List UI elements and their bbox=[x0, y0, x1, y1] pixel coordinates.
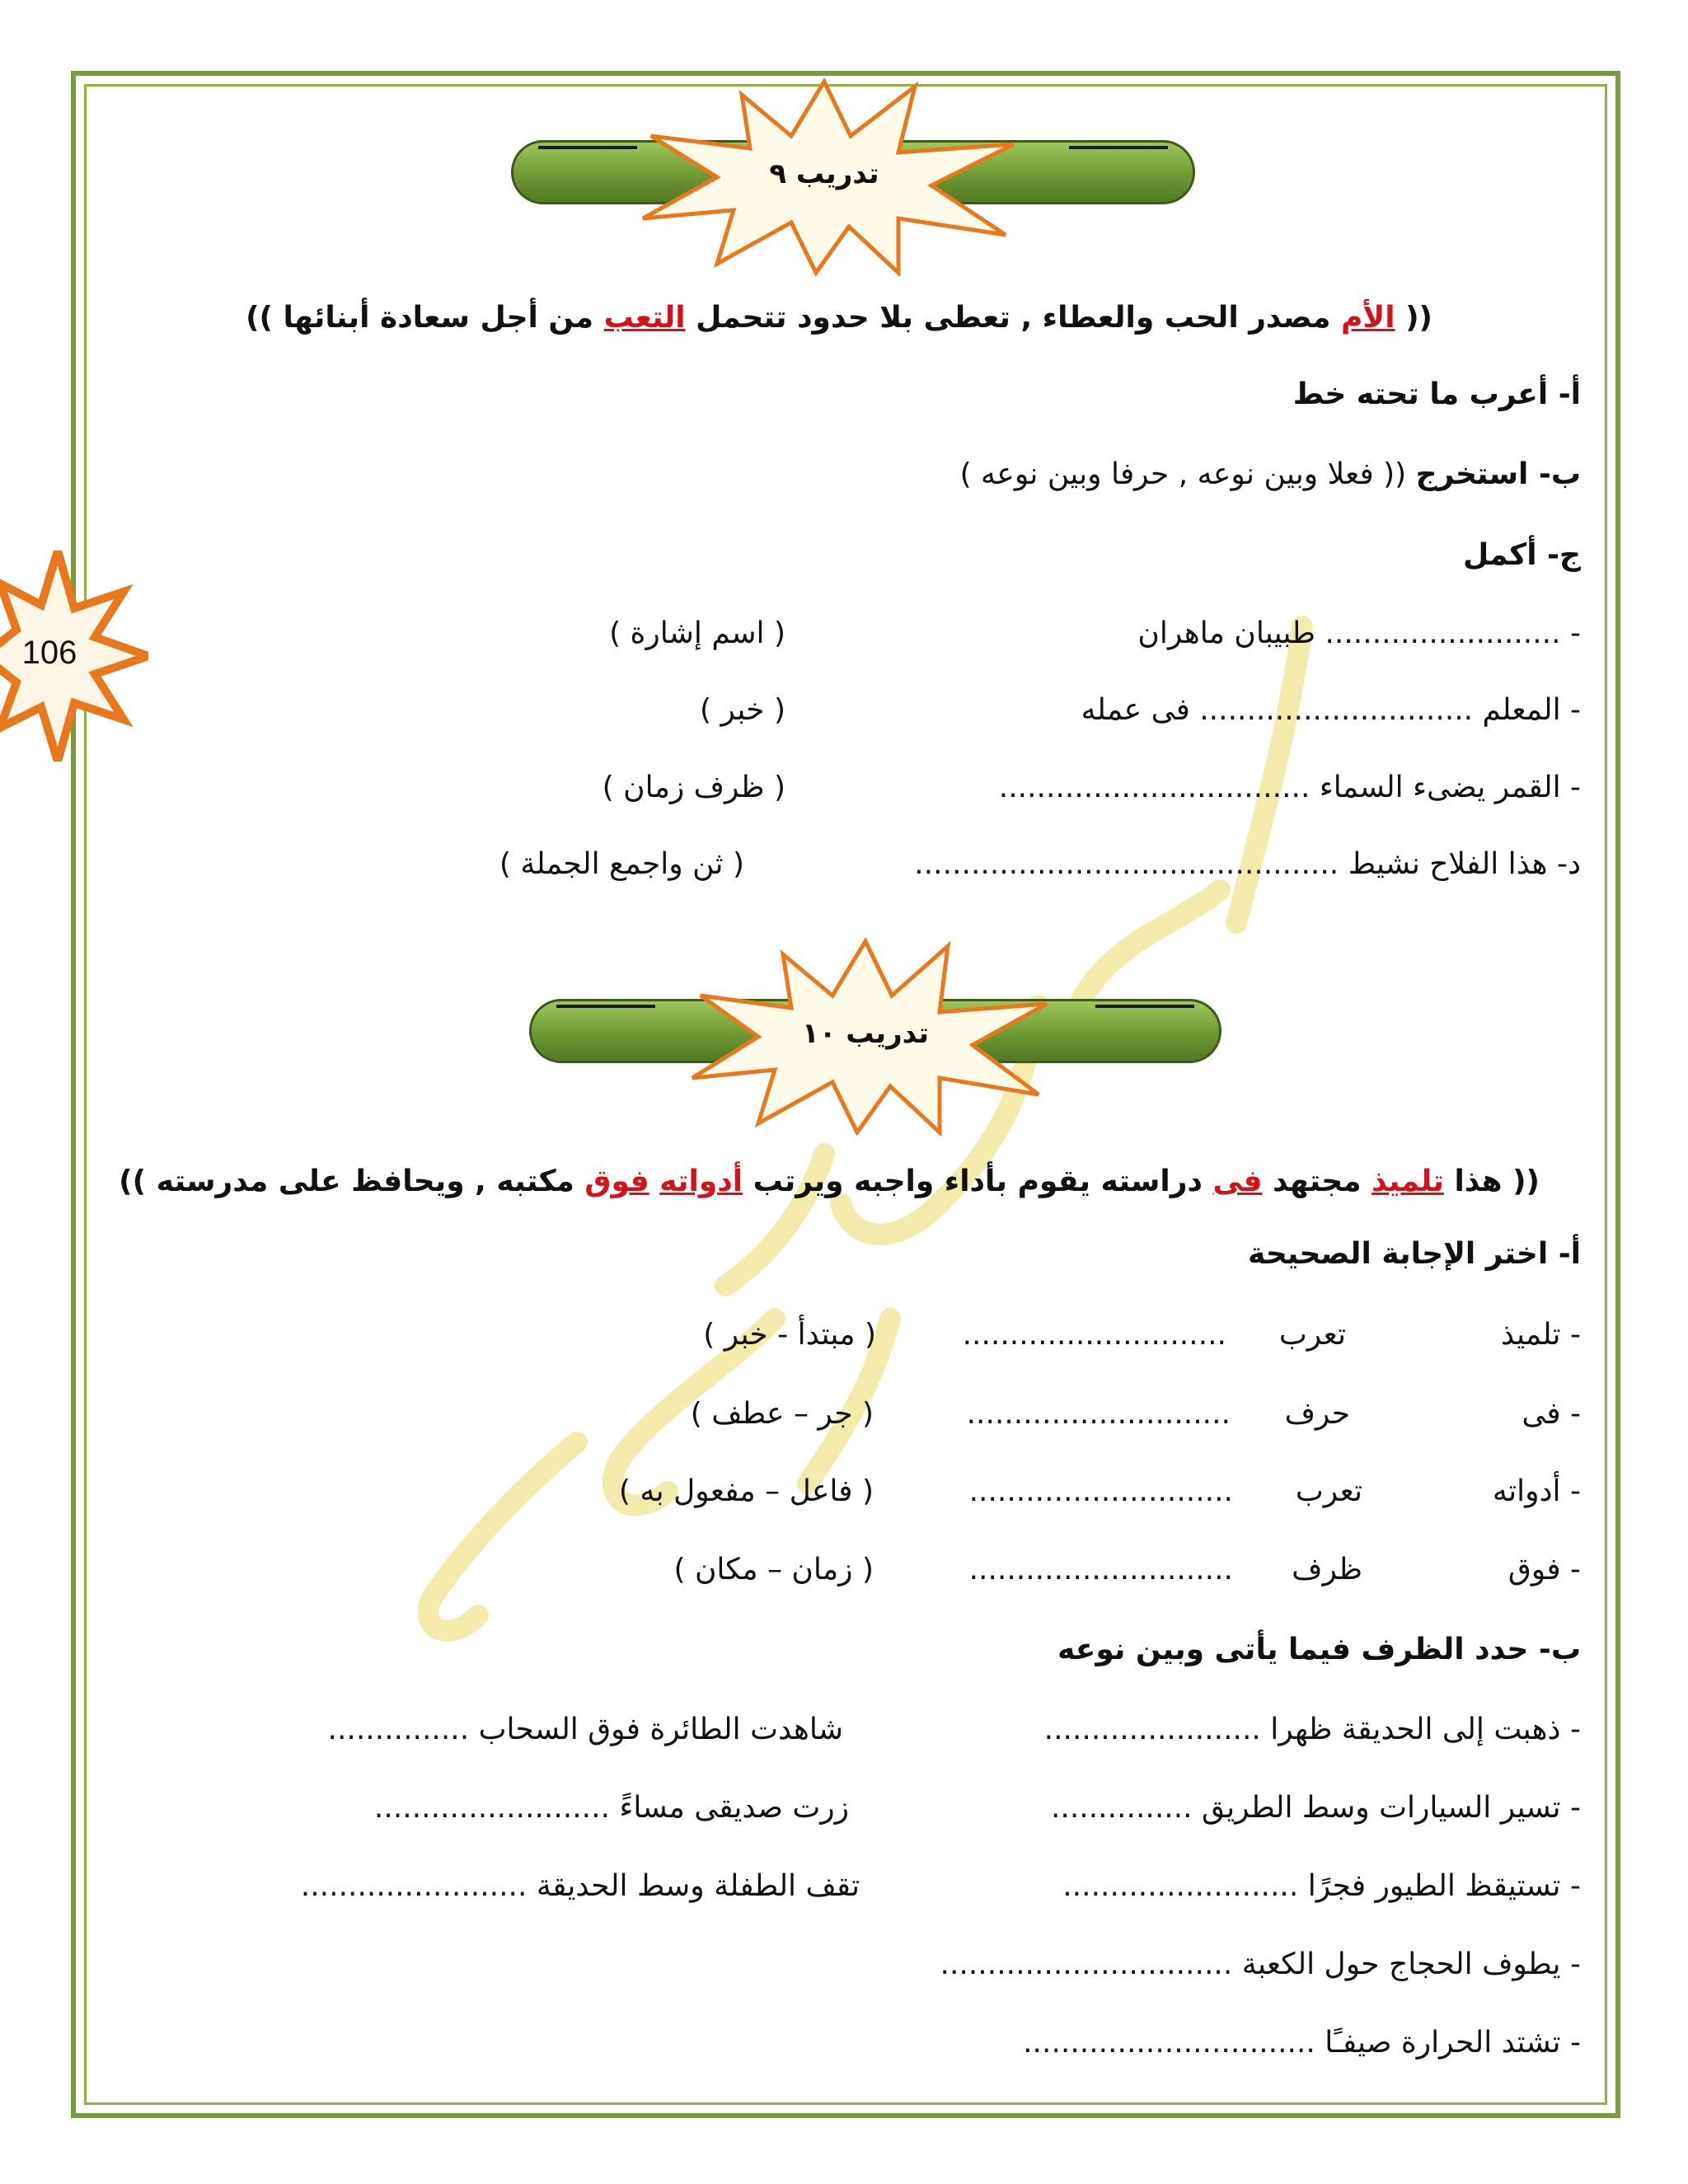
complete-hint-1: ( اسم إشارة ) bbox=[609, 616, 785, 650]
sentence-end: من أجل سعادة أبنائها )) bbox=[246, 301, 604, 335]
adverb-right-3: - تستيقظ الطيور فجرًا ......................... bbox=[1062, 1869, 1581, 1903]
choice-dots-2: ............................ bbox=[966, 1397, 1231, 1431]
exercise-10-banner bbox=[676, 938, 1055, 1136]
complete-hint-3: ( ظرف زمان ) bbox=[602, 771, 785, 804]
choice-type-4: ظرف bbox=[1292, 1553, 1362, 1586]
sentence-part-2: مجتهد bbox=[1262, 1165, 1372, 1198]
sentence-open: (( bbox=[1405, 301, 1432, 335]
question-a: أ- أعرب ما تحته خط bbox=[1292, 377, 1581, 411]
underlined-word-1: الأم bbox=[1341, 301, 1395, 335]
choice-type-1: تعرب bbox=[1278, 1318, 1346, 1352]
question-a-choose: أ- اختر الإجابة الصحيحة bbox=[1248, 1237, 1581, 1271]
choice-options-4: ( زمان – مكان ) bbox=[673, 1553, 874, 1586]
choice-options-1: ( مبتدأ - خبر ) bbox=[703, 1318, 876, 1352]
choice-dots-3: ............................ bbox=[968, 1474, 1233, 1508]
exercise-9-sentence bbox=[246, 298, 1432, 338]
sentence-part-4 bbox=[649, 1165, 660, 1198]
choice-options-3: ( فاعل – مفعول به ) bbox=[618, 1474, 874, 1508]
choice-word-4: - فوق bbox=[1507, 1553, 1581, 1586]
question-c: ج- أكمل bbox=[1463, 538, 1581, 572]
complete-item-4: د- هذا الفلاح نشيط ............................................. bbox=[914, 847, 1581, 881]
adverb-right-1: - ذهبت إلى الحديقة ظهرا ....................... bbox=[1043, 1713, 1581, 1746]
complete-item-2: - المعلم ............................. فى عمله bbox=[1081, 693, 1581, 727]
underlined-word-1: تلميذ bbox=[1372, 1165, 1444, 1198]
choice-word-1: - تلميذ bbox=[1501, 1318, 1581, 1352]
exercise-10-sentence bbox=[119, 1162, 1540, 1202]
sentence-part-5: مكتبه , ويحافظ على مدرسته )) bbox=[119, 1165, 585, 1198]
adverb-right-2: - تسير السيارات وسط الطريق ............... bbox=[1050, 1791, 1581, 1825]
question-b-head: ب- استخرج bbox=[1415, 457, 1581, 491]
exercise-9-banner bbox=[626, 78, 1022, 276]
sentence-middle: مصدر الحب والعطاء , تعطى بلا حدود تتحمل bbox=[685, 301, 1342, 335]
page-number: 106 bbox=[21, 635, 77, 671]
complete-item-3: - القمر يضىء السماء ................................. bbox=[998, 771, 1581, 804]
choice-type-3: تعرب bbox=[1295, 1474, 1362, 1508]
adverb-right-4: - يطوف الحجاج حول الكعبة ............................... bbox=[940, 1947, 1581, 1981]
underlined-word-4: فوق bbox=[584, 1165, 649, 1198]
complete-hint-4: ( ثن واجمع الجملة ) bbox=[499, 847, 744, 881]
adverb-right-5: - تشتد الحرارة صيفـًا ............................... bbox=[1023, 2026, 1581, 2060]
choice-options-2: ( جر – عطف ) bbox=[690, 1397, 874, 1431]
complete-item-1: - ......................... طبيبان ماهران bbox=[1137, 616, 1581, 650]
sentence-part-3: دراسته يقوم بأداء واجبه ويرتب bbox=[743, 1165, 1213, 1198]
question-b-rest: (( فعلا وبين نوعه , حرفا وبين نوعه ) bbox=[959, 457, 1416, 491]
adverb-left-2: زرت صديقى مساءً ......................... bbox=[373, 1791, 849, 1825]
choice-word-2: - فى bbox=[1522, 1397, 1581, 1431]
choice-dots-1: ............................ bbox=[962, 1318, 1226, 1352]
underlined-word-3: أدواته bbox=[659, 1165, 743, 1198]
choice-type-2: حرف bbox=[1284, 1397, 1350, 1431]
exercise-10-title: تدريب ١٠ bbox=[801, 1017, 930, 1050]
question-b bbox=[960, 455, 1581, 494]
exercise-9-title: تدريب ٩ bbox=[769, 157, 879, 190]
question-b-adverbs: ب- حدد الظرف فيما يأتى وبين نوعه bbox=[1057, 1633, 1581, 1666]
choice-word-3: - أدواته bbox=[1492, 1474, 1581, 1508]
adverb-left-3: تقف الطفلة وسط الحديقة ........................ bbox=[300, 1869, 860, 1903]
underlined-word-2: فى bbox=[1212, 1165, 1263, 1198]
adverb-left-1: شاهدت الطائرة فوق السحاب ............... bbox=[327, 1713, 843, 1746]
choice-dots-4: ............................ bbox=[968, 1553, 1233, 1586]
underlined-word-2: التعب bbox=[603, 301, 686, 335]
sentence-part-1: (( هذا bbox=[1443, 1165, 1540, 1198]
complete-hint-2: ( خبر ) bbox=[700, 693, 785, 727]
